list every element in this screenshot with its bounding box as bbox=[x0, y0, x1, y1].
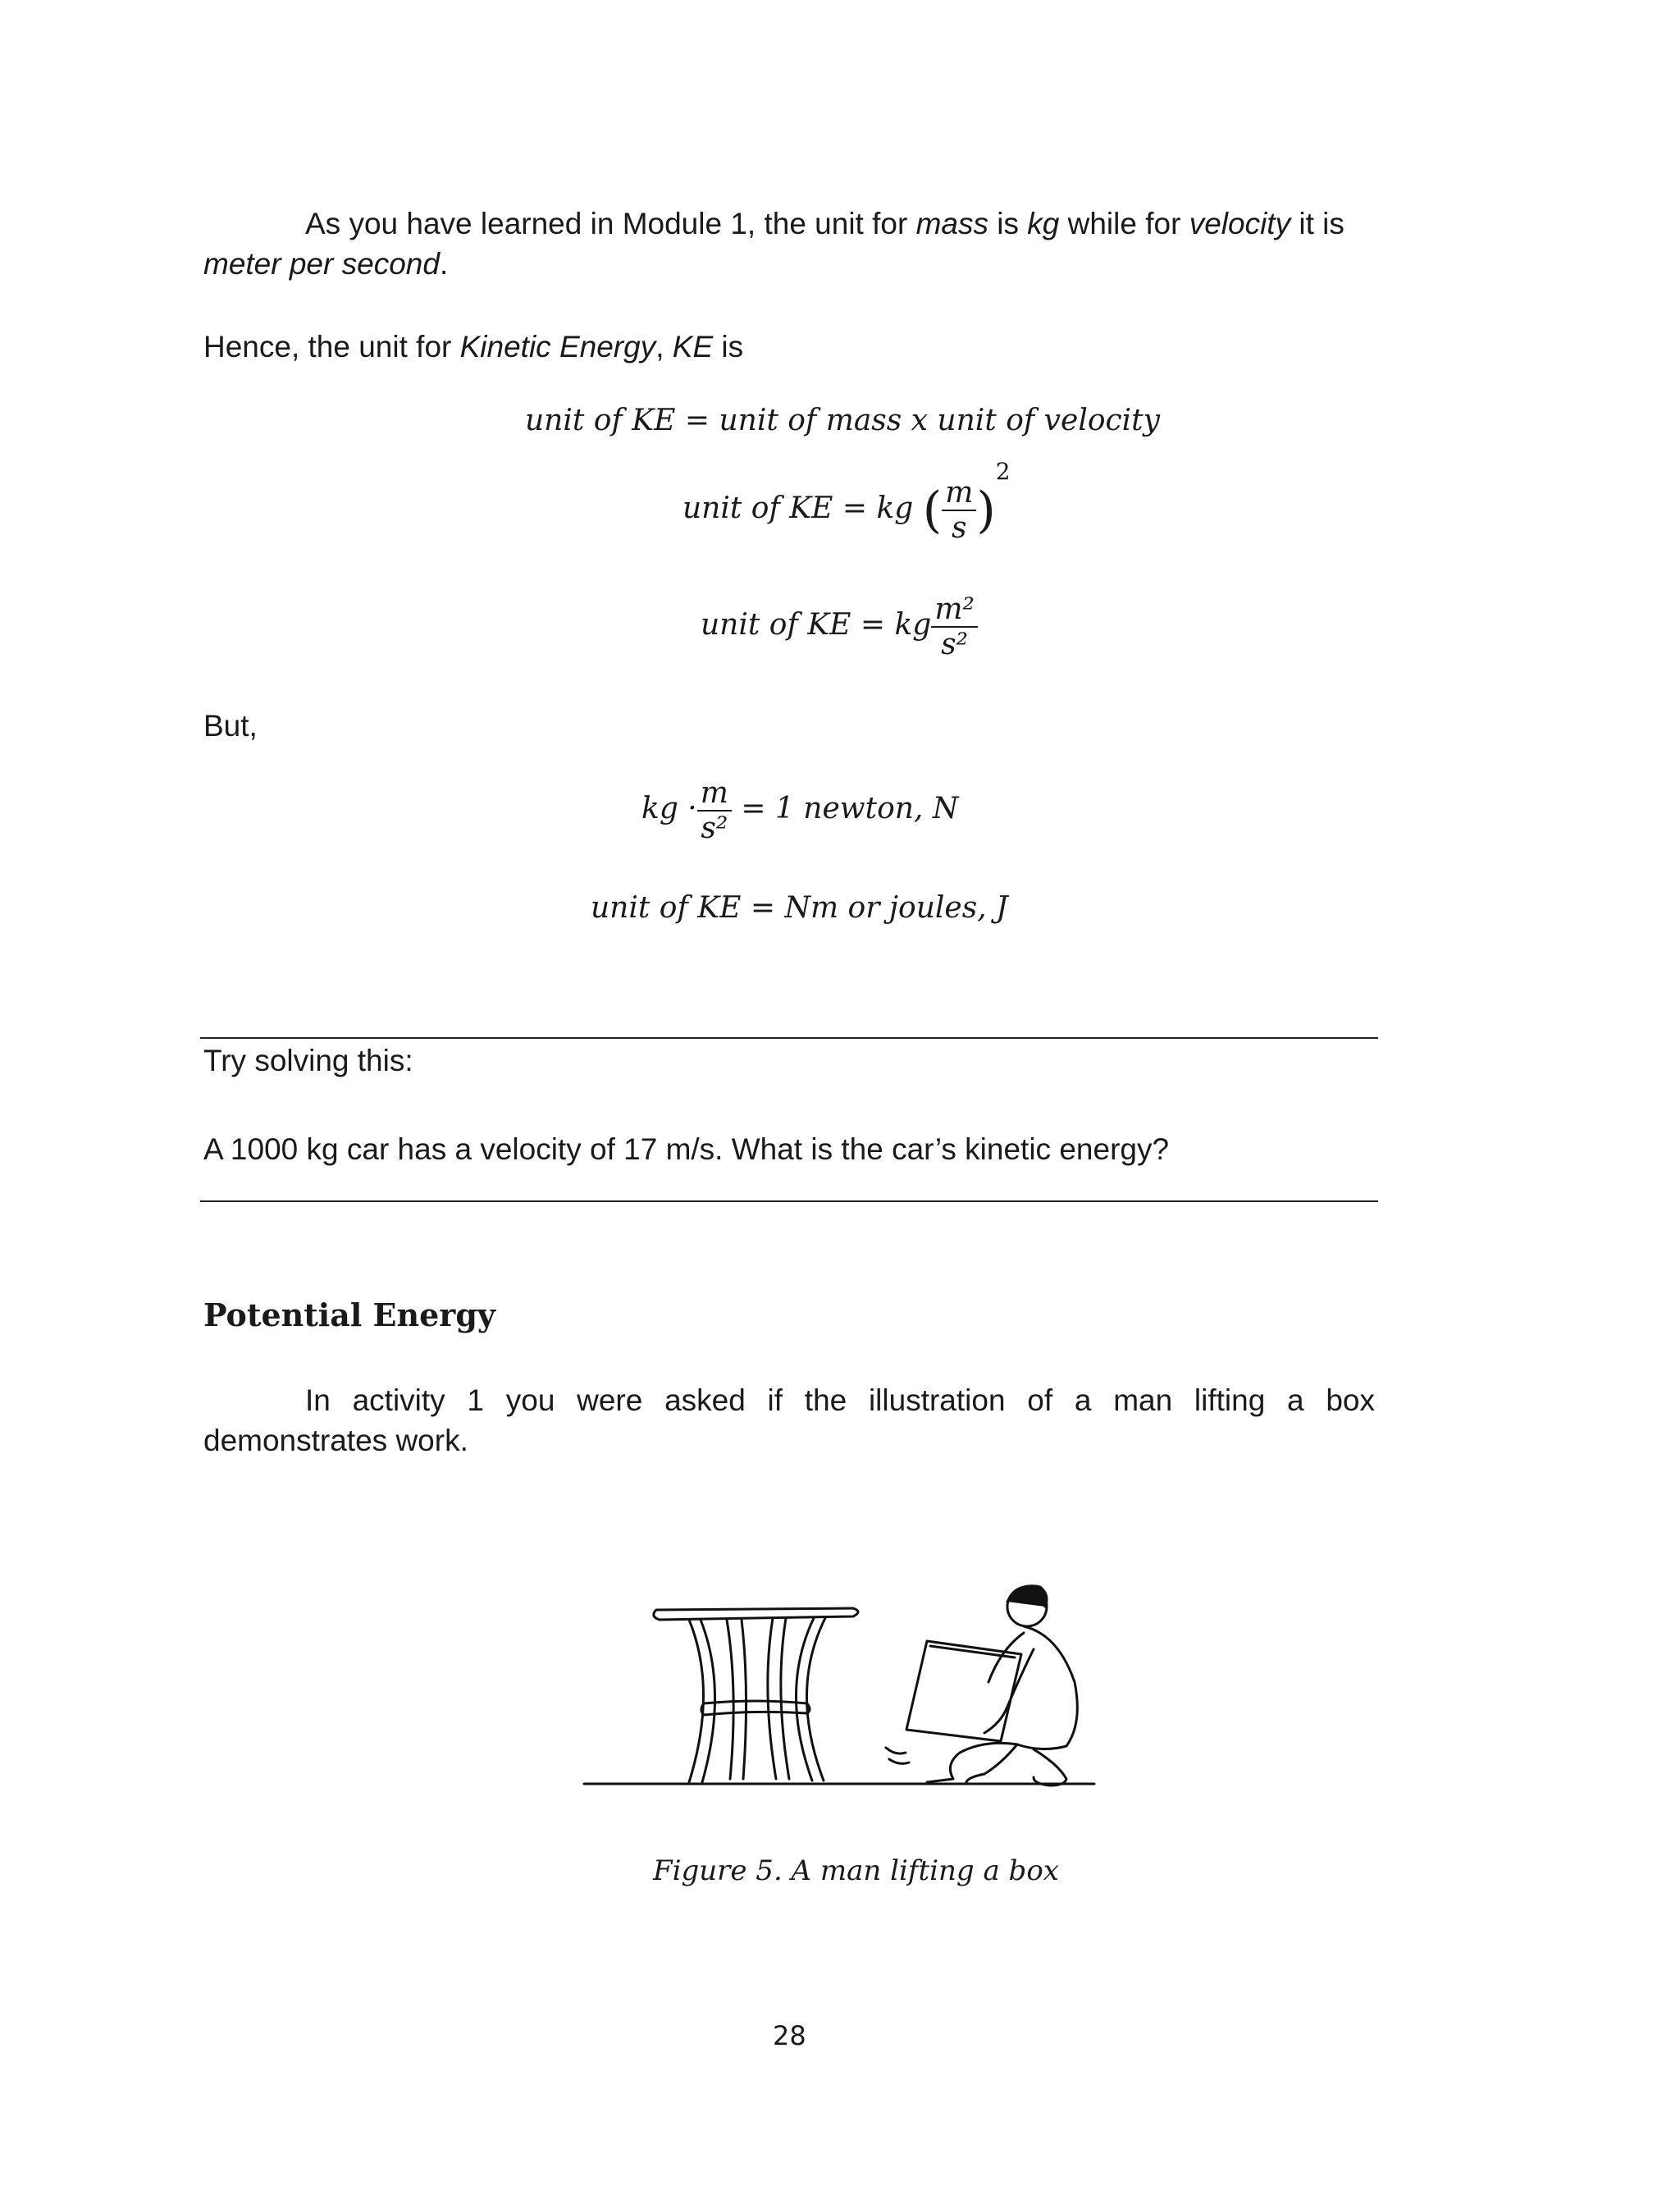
mass-term: mass bbox=[915, 207, 988, 240]
fraction-m-over-s2: $\frac{m}{\text{s²}}$ bbox=[697, 776, 732, 845]
figure-caption: Figure 5. A man lifting a box bbox=[653, 1854, 1059, 1887]
man-arm bbox=[984, 1649, 1034, 1733]
problem-box-title: Try solving this: bbox=[203, 1044, 413, 1077]
fraction-m2-over-s2: $\frac{\text{m²}}{\text{s²}}$ bbox=[931, 592, 978, 661]
problem-box-bottom-rule bbox=[200, 1200, 1378, 1202]
intro-line-1: As you have learned in Module 1, the unit for mass is kg while for velocity it is bbox=[305, 207, 1344, 240]
equation-newton-definition: kg · $\frac{m}{\text{s²}}$ = 1 newton, N bbox=[641, 776, 959, 845]
fraction-m-over-s: $\frac{m}{s}$ bbox=[942, 476, 976, 545]
paragraph-line-2: demonstrates work. bbox=[203, 1424, 468, 1457]
paragraph-line-1: In activity 1 you were asked if the illustration of a man lifting a box bbox=[305, 1383, 1375, 1417]
intro-paragraph bbox=[203, 203, 1378, 284]
left-paren: ( bbox=[922, 482, 943, 539]
section-heading-potential-energy: Potential Energy bbox=[203, 1296, 495, 1333]
equation-ke-unit-joules: unit of KE = Nm or joules, J bbox=[591, 891, 1008, 925]
right-paren: ) bbox=[976, 482, 996, 539]
equation-ke-unit-kg-m2-s2: unit of KE = kg $\frac{\text{m²}}{\text{s²}}$ bbox=[701, 592, 978, 661]
but-label: But, bbox=[203, 709, 258, 743]
exponent: 2 bbox=[995, 458, 1011, 485]
page-number: 28 bbox=[773, 2020, 806, 2051]
motion-marks bbox=[886, 1748, 909, 1763]
table-leg-right bbox=[796, 1618, 825, 1781]
velocity-term: velocity bbox=[1189, 207, 1291, 240]
table-top bbox=[654, 1608, 858, 1620]
problem-box-question: A 1000 kg car has a velocity of 17 m/s. What is the car’s kinetic energy? bbox=[203, 1132, 1170, 1166]
potential-energy-paragraph bbox=[203, 1380, 1375, 1461]
intro-line-2: meter per second. bbox=[203, 247, 449, 281]
table-shelf bbox=[701, 1701, 810, 1715]
equation-ke-unit-definition: unit of KE = unit of mass x unit of velocity bbox=[525, 404, 1160, 437]
problem-box-top-rule bbox=[200, 1037, 1378, 1039]
man-lifting-box-illustration bbox=[574, 1559, 1107, 1813]
kg-term: kg bbox=[1027, 207, 1060, 240]
equation-ke-unit-squared-velocity: unit of KE = kg ( $\frac{m}{s}$ )$^2$ bbox=[682, 458, 1011, 545]
hence-line: Hence, the unit for Kinetic Energy, KE is bbox=[203, 330, 744, 363]
table-leg-left bbox=[689, 1620, 715, 1782]
man-torso bbox=[1017, 1626, 1077, 1749]
